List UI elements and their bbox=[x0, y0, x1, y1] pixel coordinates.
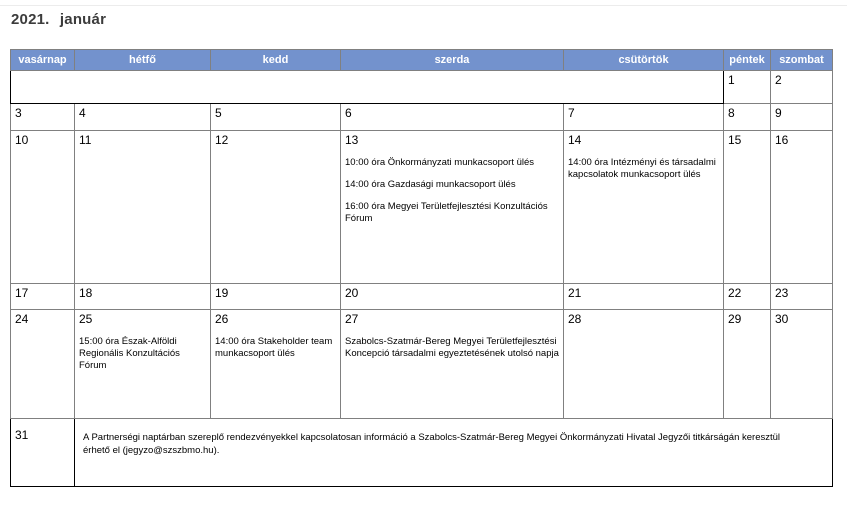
day-cell-18 bbox=[75, 284, 211, 310]
week-row-1 bbox=[11, 71, 833, 104]
event-entry: 16:00 óra Megyei Területfejlesztési Konzultációs Fórum bbox=[345, 201, 548, 224]
day-cell-23 bbox=[771, 284, 833, 310]
week-row-4 bbox=[11, 284, 833, 310]
day-cell-22 bbox=[724, 284, 771, 310]
day-cell-16 bbox=[771, 131, 833, 284]
day-number: 13 bbox=[345, 133, 359, 147]
event-entry: 14:00 óra Gazdasági munkacsoport ülés bbox=[345, 179, 516, 190]
day-number: 7 bbox=[568, 106, 575, 120]
day-cell-9 bbox=[771, 104, 833, 131]
day-cell-11 bbox=[75, 131, 211, 284]
event-entry: 14:00 óra Stakeholder team munkacsoport ülés bbox=[215, 336, 333, 359]
day-number: 17 bbox=[15, 286, 29, 300]
day-cell-13 bbox=[341, 131, 564, 284]
day-number: 5 bbox=[215, 106, 222, 120]
day-number bbox=[11, 71, 723, 73]
day-cell-31 bbox=[11, 419, 75, 487]
weekday-header-monday: hétfő bbox=[75, 50, 211, 71]
day-number: 28 bbox=[568, 312, 582, 326]
week-row-5 bbox=[11, 310, 833, 419]
day-cell-8 bbox=[724, 104, 771, 131]
week-row-2 bbox=[11, 104, 833, 131]
day-cell-28 bbox=[564, 310, 724, 419]
day-number: 19 bbox=[215, 286, 229, 300]
day-number: 4 bbox=[79, 106, 86, 120]
weekday-header-wednesday: szerda bbox=[341, 50, 564, 71]
day-cell-7 bbox=[564, 104, 724, 131]
empty-leading-days-cell bbox=[11, 71, 724, 104]
day-number: 9 bbox=[775, 106, 782, 120]
week-row-6 bbox=[11, 419, 833, 487]
calendar-table bbox=[10, 49, 833, 487]
day-cell-24 bbox=[11, 310, 75, 419]
day-cell-27 bbox=[341, 310, 564, 419]
day-cell-20 bbox=[341, 284, 564, 310]
event-entry: 10:00 óra Önkormányzati munkacsoport ülés bbox=[345, 157, 535, 168]
day-cell-5 bbox=[211, 104, 341, 131]
weekday-header-tuesday: kedd bbox=[211, 50, 341, 71]
day-number: 18 bbox=[79, 286, 93, 300]
day-number: 22 bbox=[728, 286, 742, 300]
day-number: 29 bbox=[728, 312, 742, 326]
day-cell-12 bbox=[211, 131, 341, 284]
day-cell-25 bbox=[75, 310, 211, 419]
event-entry: 15:00 óra Észak-Alföldi Regionális Konzultációs Fórum bbox=[79, 336, 180, 371]
day-number: 24 bbox=[15, 312, 29, 326]
day-number: 20 bbox=[345, 286, 359, 300]
day-number: 21 bbox=[568, 286, 582, 300]
day-number: 23 bbox=[775, 286, 789, 300]
day-number: 30 bbox=[775, 312, 789, 326]
day-cell-30 bbox=[771, 310, 833, 419]
day-cell-17 bbox=[11, 284, 75, 310]
footer-note-cell bbox=[75, 419, 833, 487]
event-entry: Szabolcs-Szatmár-Bereg Megyei Területfejlesztési Koncepció társadalmi egyeztetésének utolsó napja bbox=[345, 336, 559, 359]
day-cell-19 bbox=[211, 284, 341, 310]
day-cell-15 bbox=[724, 131, 771, 284]
day-number: 26 bbox=[215, 312, 229, 326]
day-number: 14 bbox=[568, 133, 582, 147]
day-cell-3 bbox=[11, 104, 75, 131]
top-divider bbox=[0, 5, 847, 6]
weekday-header-thursday: csütörtök bbox=[564, 50, 724, 71]
day-number: 15 bbox=[728, 133, 742, 147]
day-cell-26 bbox=[211, 310, 341, 419]
day-number: 6 bbox=[345, 106, 352, 120]
event-entry: 14:00 óra Intézményi és társadalmi kapcsolatok munkacsoport ülés bbox=[568, 157, 716, 180]
weekday-header-friday: péntek bbox=[724, 50, 771, 71]
day-number: 10 bbox=[15, 133, 29, 147]
day-number: 3 bbox=[15, 106, 22, 120]
week-row-3 bbox=[11, 131, 833, 284]
day-number: 27 bbox=[345, 312, 359, 326]
day-cell-10 bbox=[11, 131, 75, 284]
footer-note: A Partnerségi naptárban szereplő rendezvényekkel kapcsolatosan információ a Szabolcs-Szatmár-Bereg Megyei Önkormányzati Hivatal Jegyzői titkárságán keresztül érhető el (jegyzo@szszbmo.hu). bbox=[83, 432, 781, 456]
day-number: 16 bbox=[775, 133, 789, 147]
weekday-header-row bbox=[11, 50, 833, 71]
day-cell-6 bbox=[341, 104, 564, 131]
day-cell-14 bbox=[564, 131, 724, 284]
day-cell-29 bbox=[724, 310, 771, 419]
day-number: 12 bbox=[215, 133, 229, 147]
day-number: 2 bbox=[775, 73, 782, 87]
weekday-header-sunday: vasárnap bbox=[11, 50, 75, 71]
weekday-header-saturday: szombat bbox=[771, 50, 833, 71]
day-number: 1 bbox=[728, 73, 735, 87]
day-cell-1 bbox=[724, 71, 771, 104]
day-cell-21 bbox=[564, 284, 724, 310]
day-cell-2 bbox=[771, 71, 833, 104]
day-number: 11 bbox=[79, 133, 92, 147]
day-number: 31 bbox=[15, 428, 29, 442]
day-number: 8 bbox=[728, 106, 735, 120]
day-cell-4 bbox=[75, 104, 211, 131]
day-number: 25 bbox=[79, 312, 93, 326]
page-title: 2021. január bbox=[11, 11, 107, 28]
